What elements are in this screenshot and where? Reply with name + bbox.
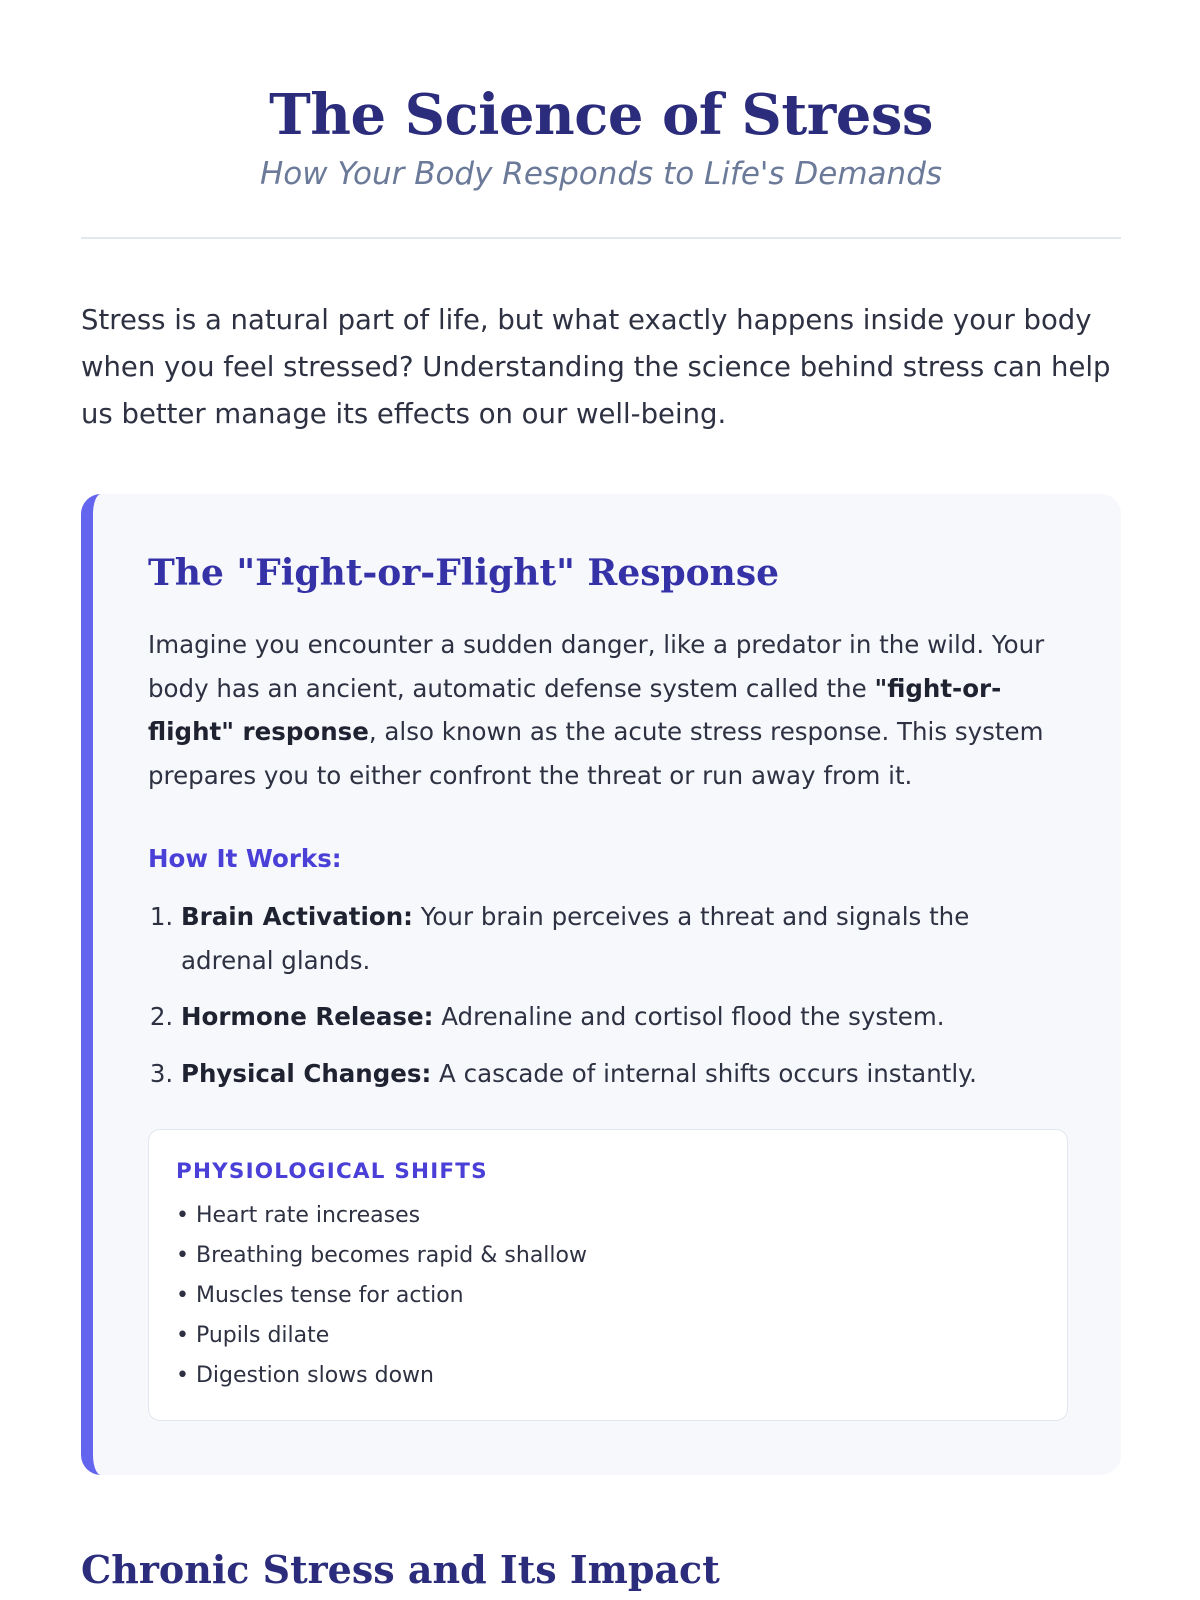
step-text: Your brain perceives a threat and signals the adrenal glands. xyxy=(181,902,970,975)
how-it-works-heading: How It Works: xyxy=(148,844,342,873)
step-item xyxy=(181,1052,1068,1096)
step-text: Adrenaline and cortisol flood the system. xyxy=(433,1002,945,1031)
fight-or-flight-card xyxy=(81,494,1121,1475)
paragraph-text-start: Imagine you encounter a sudden danger, like a predator in the wild. Your body has an ancient, automatic defense system called the xyxy=(148,630,1045,703)
step-item xyxy=(181,995,1068,1039)
intro-paragraph: Stress is a natural part of life, but what exactly happens inside your body when you feel stressed? Understanding the science behind stress can help us better manage its effects on our well-being. xyxy=(81,304,1111,430)
physiological-shifts-title: PHYSIOLOGICAL SHIFTS xyxy=(176,1159,488,1184)
physiological-shifts-box xyxy=(148,1129,1068,1421)
shift-item: • Heart rate increases xyxy=(176,1203,421,1228)
step-label: Hormone Release: xyxy=(181,1002,434,1031)
page-title: The Science of Stress xyxy=(269,82,933,148)
article xyxy=(81,0,1121,1595)
chronic-stress-heading: Chronic Stress and Its Impact xyxy=(81,1547,720,1592)
steps-list xyxy=(148,895,1068,1095)
page-subtitle: How Your Body Responds to Life's Demands xyxy=(259,156,943,192)
paragraph-bold-term: "fight-or-flight" response xyxy=(148,673,1002,746)
shift-item: • Breathing becomes rapid & shallow xyxy=(176,1243,587,1268)
step-text: A cascade of internal shifts occurs instantly. xyxy=(431,1058,977,1088)
fight-or-flight-title: The "Fight-or-Flight" Response xyxy=(148,552,780,594)
fight-or-flight-paragraph xyxy=(148,623,1068,797)
header-divider xyxy=(81,237,1121,239)
shift-item: • Pupils dilate xyxy=(176,1323,330,1348)
step-label: Brain Activation: xyxy=(181,902,413,931)
shift-item: • Muscles tense for action xyxy=(176,1283,464,1308)
shift-item: • Digestion slows down xyxy=(176,1363,434,1388)
paragraph-text-end: , also known as the acute stress response. This system prepares you to either confront the threat or run away from it. xyxy=(148,717,1044,790)
step-label: Physical Changes: xyxy=(181,1058,432,1088)
step-item xyxy=(181,895,1068,982)
